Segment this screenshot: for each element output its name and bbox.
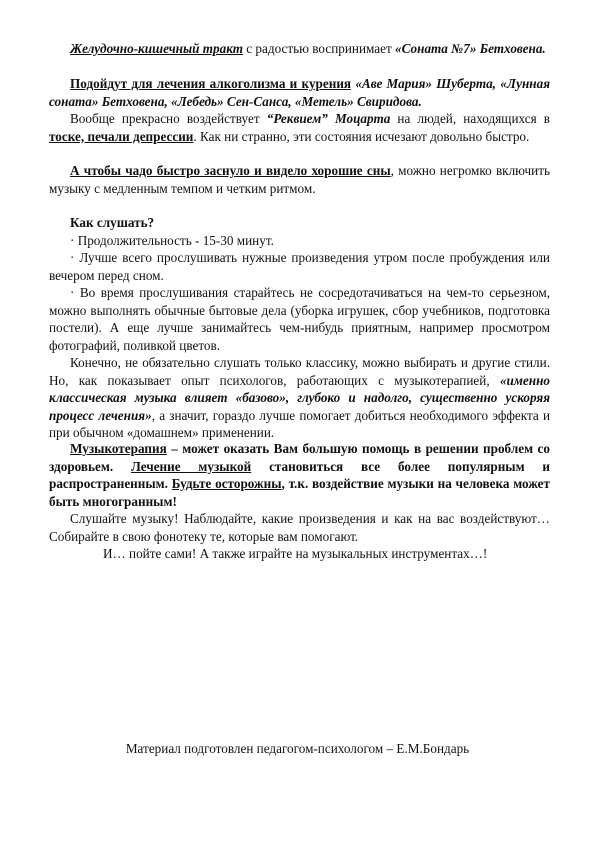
addiction-text: «Аве Мария» Шуберта, «Лунная соната» Бетховена, «Лебедь» Сен-Санса, «Метель» Свиридова. bbox=[49, 76, 551, 109]
closing-section bbox=[49, 510, 550, 563]
therapy-c: становиться все более популярным и распространенным. bbox=[49, 458, 551, 491]
requiem-c: . Как ни странно, эти состояния исчезают довольно быстро. bbox=[193, 128, 530, 144]
requiem-a: Вообще прекрасно воздействует bbox=[70, 111, 267, 126]
digestive-text: с радостью воспринимает bbox=[242, 41, 396, 56]
paragraph-digestive bbox=[49, 40, 550, 58]
closing-line-2: И… пойте сами! А также играйте на музыкальных инструментах…! bbox=[103, 546, 488, 561]
author-footer: Материал подготовлен педагогом-психологом – Е.М.Бондарь bbox=[125, 741, 470, 756]
paragraph-sleep bbox=[49, 162, 550, 197]
paragraph-addiction bbox=[49, 75, 550, 110]
requiem-states: тоске, печали депрессии bbox=[49, 128, 194, 144]
paragraph-music-therapy bbox=[49, 440, 550, 510]
paragraph-classical bbox=[49, 354, 550, 442]
classical-quote: «именно классическая музыка влияет «базово», глубоко и надолго, существенно ускоряя процесс лечения» bbox=[49, 372, 550, 423]
therapy-warning: Будьте осторожны bbox=[171, 476, 282, 491]
closing-line-1: Слушайте музыку! Наблюдайте, какие произведения и как на вас воздействуют… Собирайте в свою фонотеку те, которые вам помогают. bbox=[49, 511, 550, 544]
therapy-term: Музыкотерапия bbox=[70, 441, 167, 456]
digestive-lead: Желудочно-кишечный тракт bbox=[70, 41, 243, 56]
sleep-lead: А чтобы чадо быстро заснуло и видело хорошие сны bbox=[70, 163, 391, 178]
howto-item-during: · Во время прослушивания старайтесь не сосредотачиваться на чем-то серьезном, можно выполнять обычные бытовые дела (уборка игрушек, сбор учебников, подготовка постели). А еще лучше занимайтесь чем-нибудь приятным, например просмотром фотографий, поливкой цветов. bbox=[49, 285, 550, 353]
therapy-d: , т.к. воздействие музыки на человека может быть многогранным! bbox=[49, 476, 551, 509]
sleep-text: , можно негромко включить музыку с медленным темпом и четким ритмом. bbox=[49, 163, 550, 196]
requiem-b: на людей, находящихся в bbox=[390, 111, 550, 126]
digestive-title: «Соната №7» Бетховена. bbox=[395, 41, 546, 56]
requiem-title: “Реквием” Моцарта bbox=[266, 111, 391, 126]
classical-b: , а значит, гораздо лучше помогает добиться необходимого эффекта и при обычном «домашнем» применении. bbox=[49, 407, 550, 440]
therapy-b: Лечение музыкой bbox=[131, 458, 252, 474]
howto-item-timing: · Лучше всего прослушивать нужные произведения утром после пробуждения или вечером перед сном. bbox=[49, 250, 550, 283]
how-to-heading: Как слушать? bbox=[70, 215, 155, 230]
paragraph-requiem bbox=[49, 110, 550, 145]
section-how-to-listen bbox=[49, 214, 550, 354]
addiction-lead: Подойдут для лечения алкоголизма и курения bbox=[70, 76, 352, 91]
therapy-a: – может оказать Вам большую помощь в решении проблем со здоровьем. bbox=[49, 441, 550, 474]
classical-a: Конечно, не обязательно слушать только классику, можно выбирать и другие стили. Но, как показывает опыт психологов, работающих с музыкотерапией, bbox=[49, 355, 550, 388]
howto-item-duration: · Продолжительность - 15-30 минут. bbox=[70, 232, 274, 248]
